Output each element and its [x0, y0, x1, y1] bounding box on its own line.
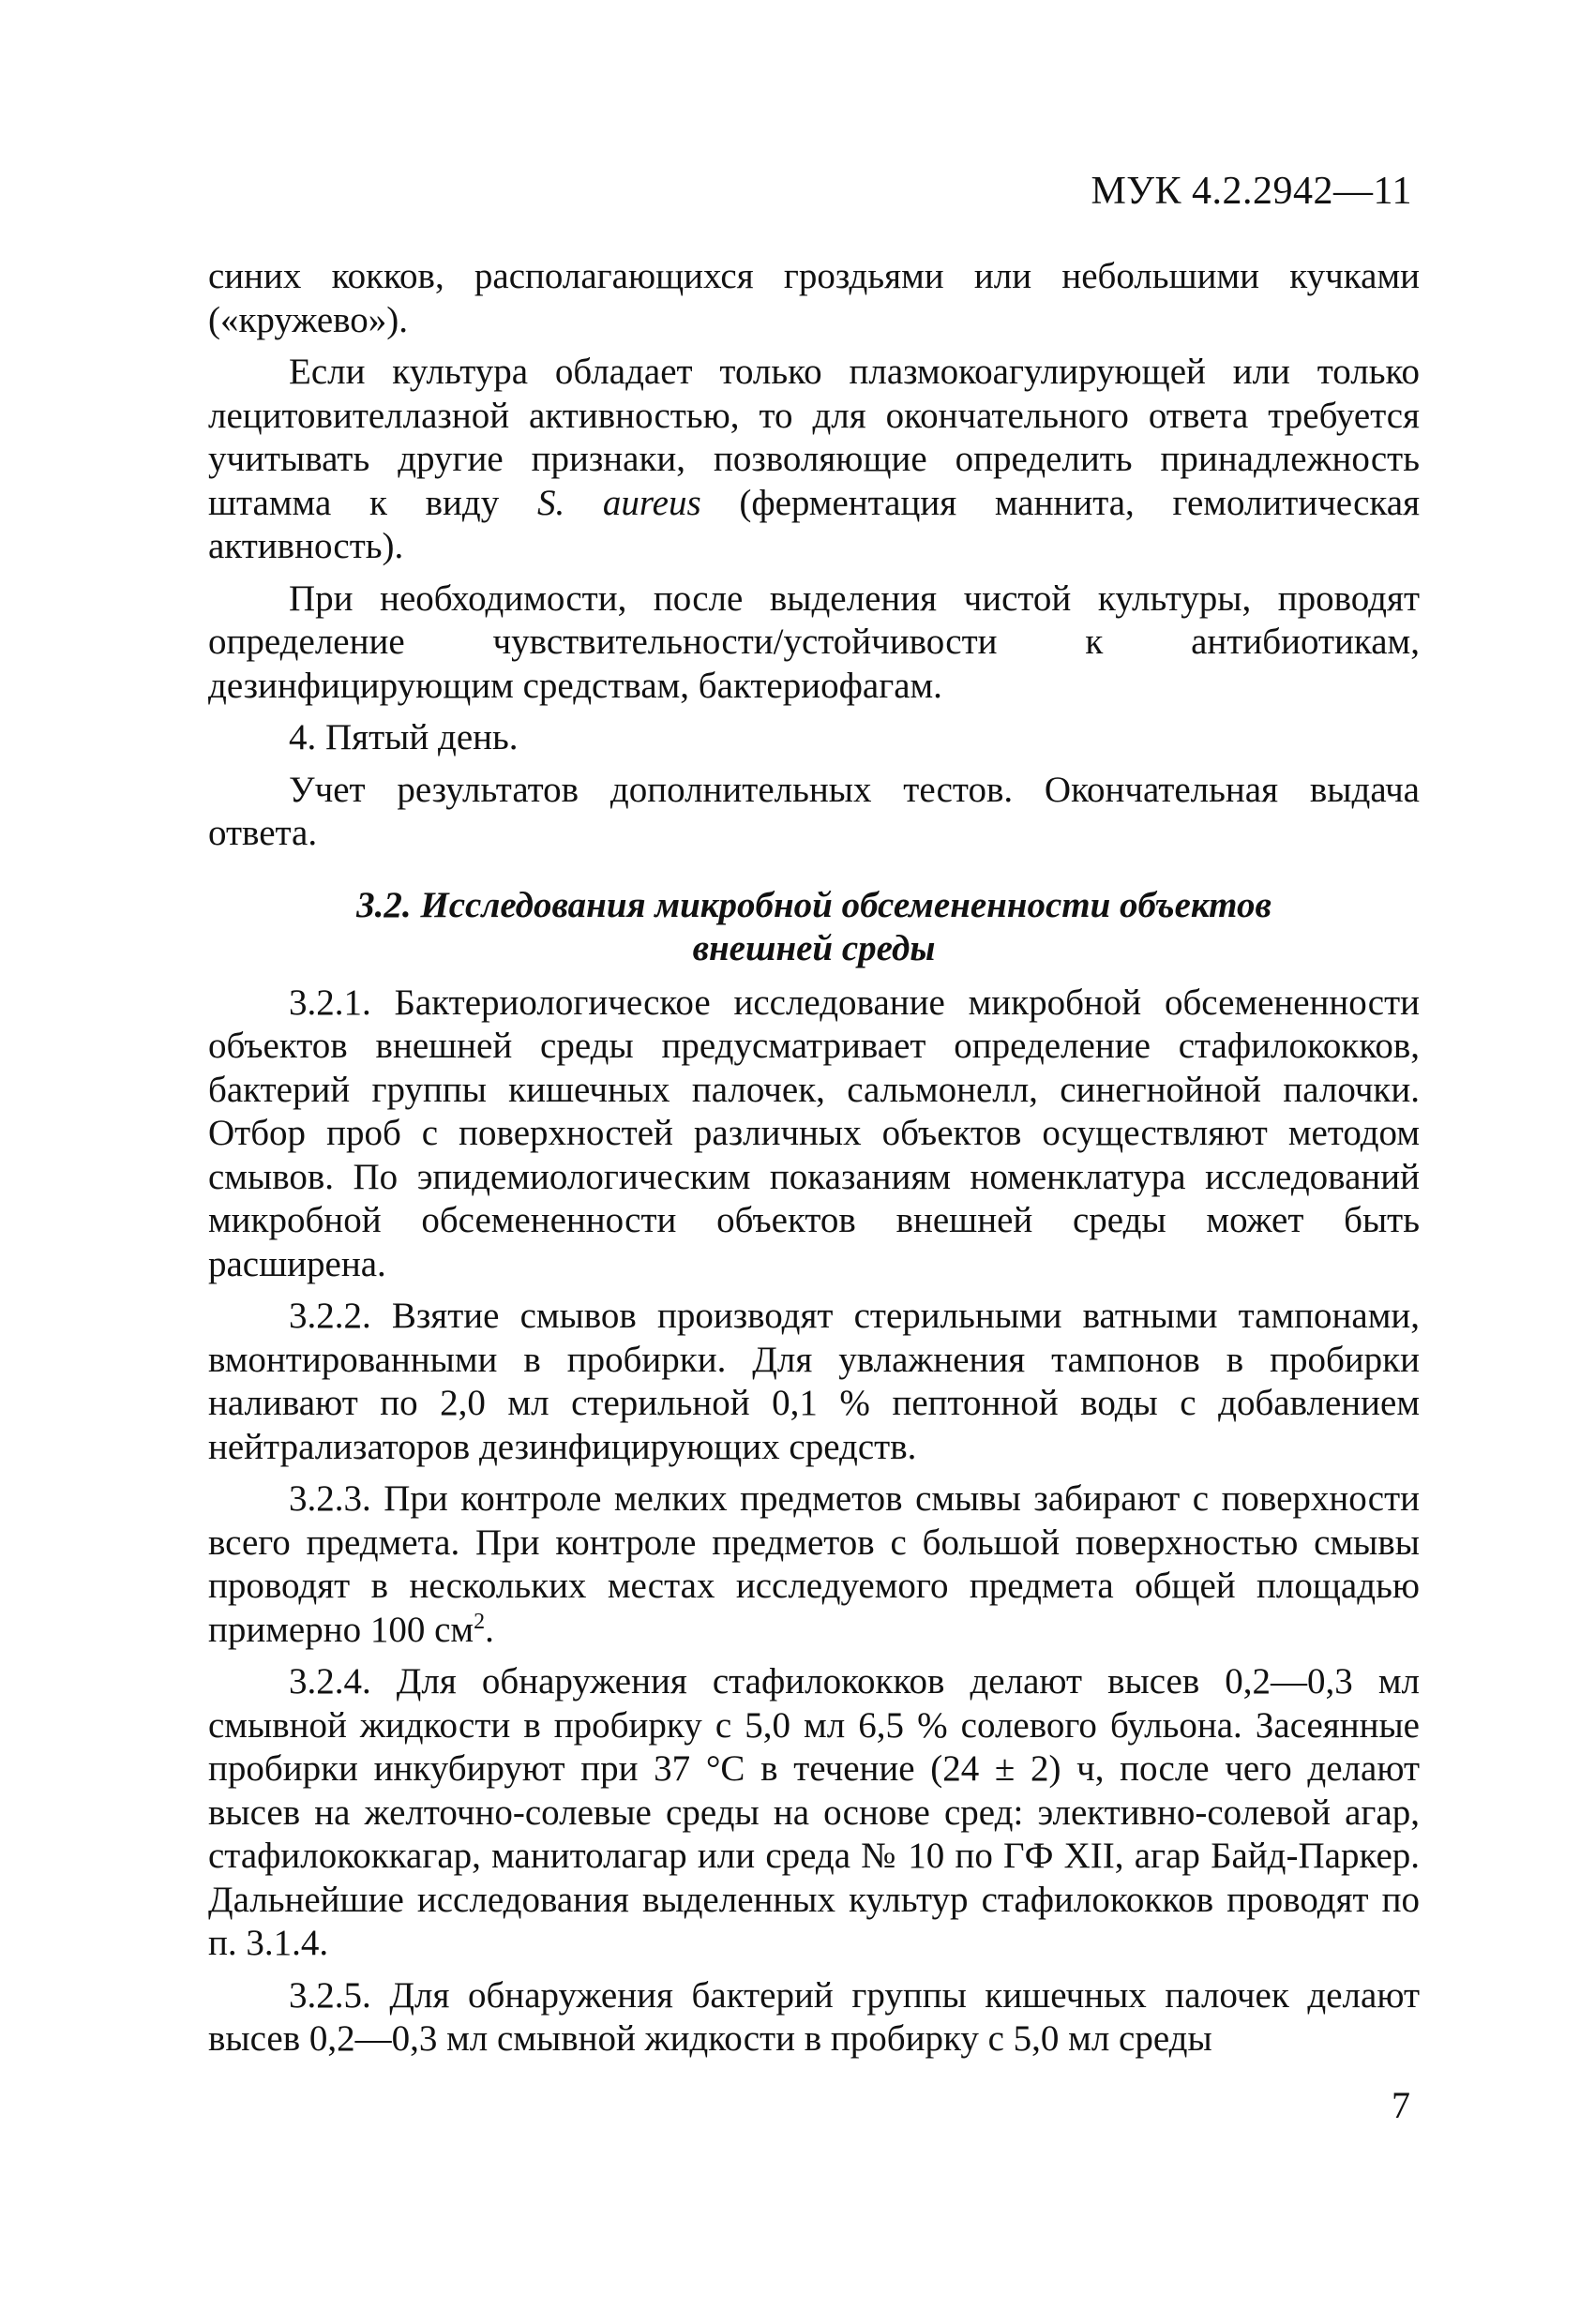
document-body — [208, 255, 1420, 2062]
clause-3-2-2: 3.2.2. Взятие смывов производят стерильными ватными тампонами, вмонтированными в пробирки. Для увлажнения тампонов в пробирки наливают по 2,0 мл стерильной 0,1 % пептонной воды с добавлением нейтрализаторов дезинфицирующих средств. — [208, 1296, 1420, 1467]
species-name: S. aureus — [536, 482, 701, 523]
paragraph-culture-activity — [208, 351, 1420, 569]
section-heading-line-1: 3.2. Исследования микробной обсемененности объектов — [356, 884, 1271, 925]
clause-3-2-5: 3.2.5. Для обнаружения бактерий группы кишечных палочек делают высев 0,2—0,3 мл смывной жидкости в пробирку с 5,0 мл среды — [208, 1974, 1420, 2059]
paragraph-final-results: Учет результатов дополнительных тестов. Окончательная выдача ответа. — [208, 769, 1420, 853]
clause-3-2-3 — [208, 1477, 1420, 1652]
paragraph-culture-activity-text-b: (ферментация маннита, гемолитическая активность). — [208, 482, 1421, 566]
paragraph-culture-activity-text-a: Если культура обладает только плазмокоагулирующей или только лецитовителлазной активностью, то для окончательного ответа требуется учитывать другие признаки, позволяющие определить принадлежность штамма к виду — [208, 352, 1420, 523]
square-superscript: 2 — [474, 1609, 486, 1634]
clause-3-2-3-text: 3.2.3. При контроле мелких предметов смывы забирают с поверхности всего предмета. При контроле предметов с большой поверхностью смывы проводят в нескольких местах исследуемого предмета общей площадью примерно 100 см — [208, 1478, 1420, 1650]
section-heading-line-2: внешней среды — [692, 927, 936, 968]
paragraph-cocci-description: синих кокков, располагающихся гроздьями или небольшими кучками («кружево»). — [208, 256, 1420, 340]
clause-3-2-1: 3.2.1. Бактериологическое исследование микробной обсемененности объектов внешней среды предусматривает определение стафилококков, бактерий группы кишечных палочек, сальмонелл, синегнойной палочки. Отбор проб с поверхностей различных объектов осуществляют методом смывов. По эпидемиологическим показаниям номенклатура исследований микробной обсемененности объектов внешней среды может быть расширена. — [208, 982, 1420, 1284]
document-code-header: МУК 4.2.2942—11 — [1091, 170, 1412, 213]
section-heading — [208, 884, 1420, 970]
clause-3-2-4: 3.2.4. Для обнаружения стафилококков делают высев 0,2—0,3 мл смывной жидкости в пробирку с 5,0 мл 6,5 % солевого бульона. Засеянные пробирки инкубируют при 37 °С в течение (24 ± 2) ч, после чего делают высев на желточно-солевые среды на основе сред: элективно-солевой агар, стафилококкагар, манитолагар или среда № 10 по ГФ XII, агар Байд-Паркер. Дальнейшие исследования выделенных культур стафилококков проводят по п. 3.1.4. — [208, 1661, 1420, 1963]
paragraph-fifth-day: 4. Пятый день. — [289, 717, 519, 757]
clause-3-2-3-end: . — [485, 1609, 494, 1650]
page-number: 7 — [1392, 2084, 1410, 2126]
paragraph-antibiotic-sensitivity: При необходимости, после выделения чистой культуры, проводят определение чувствительности/устойчивости к антибиотикам, дезинфицирующим средствам, бактериофагам. — [208, 577, 1420, 706]
